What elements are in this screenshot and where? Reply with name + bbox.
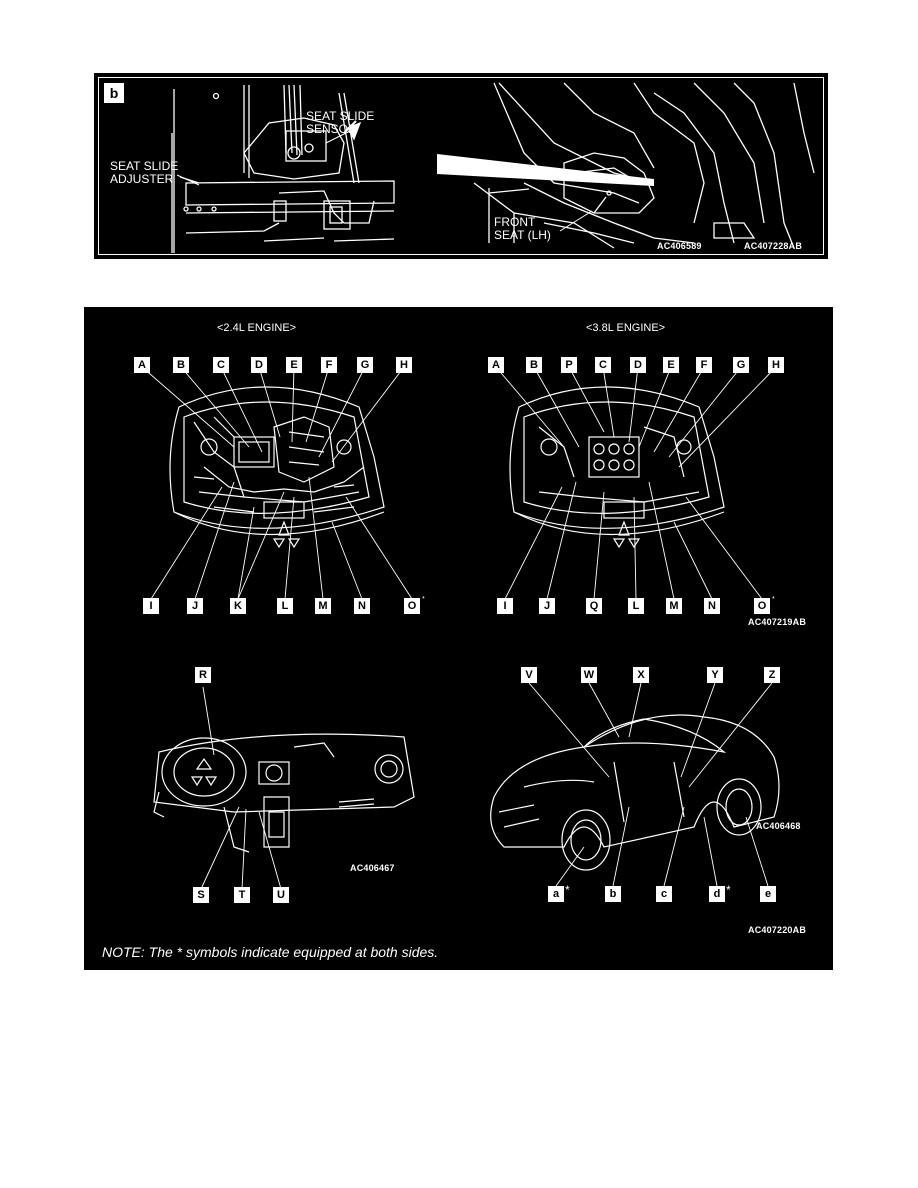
- engine-38-title: <3.8L ENGINE>: [586, 322, 666, 334]
- engine-24-callout-bottom: K: [230, 598, 246, 614]
- engine-38-callout-bottom: I: [497, 598, 513, 614]
- engine-bay-24-drawing: [170, 387, 384, 547]
- engine-38-callout-top: A: [488, 357, 504, 373]
- engine-bay-38-drawing: [510, 387, 724, 547]
- car-callout-top: V: [521, 667, 537, 683]
- engine-38-callout-top: P: [561, 357, 577, 373]
- component-location-illustration: [84, 307, 833, 970]
- engine-24-callout-top: B: [173, 357, 189, 373]
- engine-24-callout-top: C: [213, 357, 229, 373]
- car-callout-bottom: e: [760, 886, 776, 902]
- engine-38-callout-top: C: [595, 357, 611, 373]
- front-seat-label: FRONT SEAT (LH): [494, 215, 551, 242]
- engine-24-callout-bottom: O: [404, 598, 420, 614]
- engine-38-callout-bottom: Q: [586, 598, 602, 614]
- engine-38-callout-top: H: [768, 357, 784, 373]
- engine-24-callout-bottom: I: [143, 598, 159, 614]
- dash-callout-bottom: T: [234, 887, 250, 903]
- seat-slide-adjuster-label: SEAT SLIDE ADJUSTER: [110, 159, 179, 186]
- engine-38-star: *: [772, 596, 775, 603]
- engine-38-callout-top: F: [696, 357, 712, 373]
- car-callout-top: X: [633, 667, 649, 683]
- engine-38-callout-top: D: [630, 357, 646, 373]
- main-figure-code: AC407220AB: [748, 925, 807, 935]
- engine-38-callout-top: E: [663, 357, 679, 373]
- car-callout-bottom: c: [656, 886, 672, 902]
- car-callout-bottom: b: [605, 886, 621, 902]
- engine-38-callout-top: G: [733, 357, 749, 373]
- engine-24-callout-bottom: N: [354, 598, 370, 614]
- car-body-drawing: [491, 715, 779, 870]
- engine-24-callout-top: H: [396, 357, 412, 373]
- engine-24-star: *: [422, 596, 425, 603]
- car-figure-code: AC406468: [756, 821, 801, 831]
- seat-slide-illustration: [94, 73, 828, 259]
- engine-24-callout-bottom: J: [187, 598, 203, 614]
- figure-code-left: AC406589: [657, 241, 702, 251]
- engine-24-callout-top: A: [134, 357, 150, 373]
- engine-38-callout-top: B: [526, 357, 542, 373]
- seat-slide-sensor-figure: [94, 73, 828, 259]
- dash-callout-bottom: U: [273, 887, 289, 903]
- dash-callout-top: R: [195, 667, 211, 683]
- car-callout-bottom: a: [548, 886, 564, 902]
- car-callout-top: Y: [707, 667, 723, 683]
- car-callout-top: W: [581, 667, 597, 683]
- car-callout-top: Z: [764, 667, 780, 683]
- engine-24-title: <2.4L ENGINE>: [217, 322, 297, 334]
- engine-24-callout-bottom: L: [277, 598, 293, 614]
- figure-badge: b: [104, 83, 124, 103]
- seat-slide-sensor-label: SEAT SLIDE SENSOR: [306, 109, 375, 136]
- engine-38-callout-bottom: J: [539, 598, 555, 614]
- engine-38-callout-bottom: O: [754, 598, 770, 614]
- car-star-a: *: [565, 883, 570, 897]
- engine-24-callout-top: G: [357, 357, 373, 373]
- engine-24-callout-bottom: M: [315, 598, 331, 614]
- engine-38-figure-code: AC407219AB: [748, 617, 807, 627]
- car-star-d: *: [726, 883, 731, 897]
- figure-code-right: AC407228AB: [744, 241, 803, 251]
- engine-24-callout-top: D: [251, 357, 267, 373]
- engine-24-callout-top: F: [321, 357, 337, 373]
- footnote: NOTE: The * symbols indicate equipped at both sides.: [102, 944, 439, 960]
- engine-38-callout-bottom: L: [628, 598, 644, 614]
- dashboard-drawing: [154, 734, 414, 852]
- engine-38-callout-bottom: N: [704, 598, 720, 614]
- car-callout-bottom: d: [709, 886, 725, 902]
- engine-24-callout-top: E: [286, 357, 302, 373]
- component-location-figure: [84, 307, 833, 970]
- dash-figure-code: AC406467: [350, 863, 395, 873]
- engine-38-callout-bottom: M: [666, 598, 682, 614]
- dash-callout-bottom: S: [193, 887, 209, 903]
